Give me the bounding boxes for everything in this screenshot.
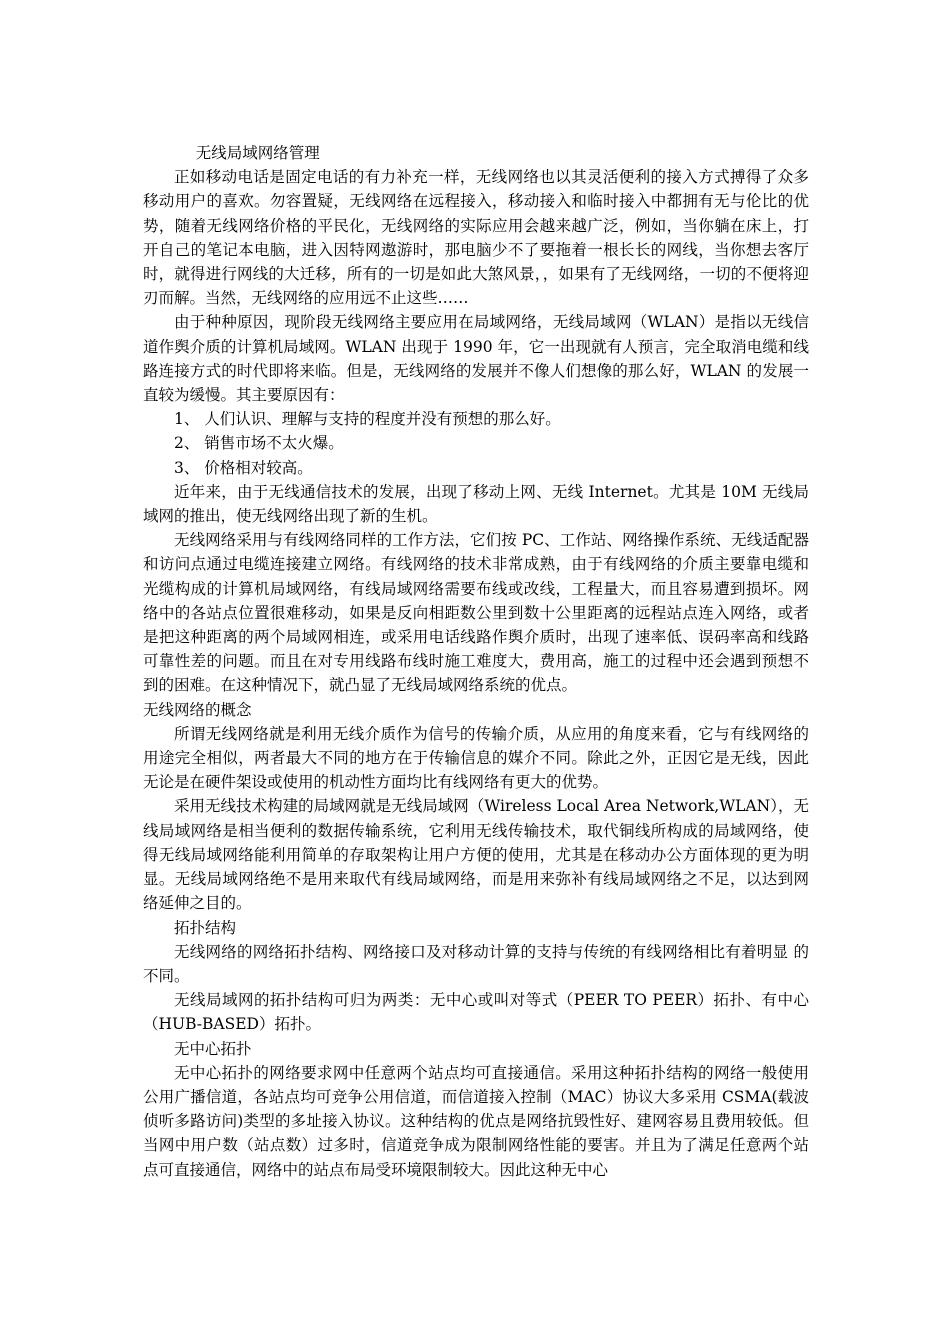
list-item-reason-3: 3、 价格相对较高。 [174,458,313,477]
paragraph-wlan-definition: 采用无线技术构建的局域网就是无线局域网（Wireless Local Area Network,WLAN），无线局域网络是相当便利的数据传输系统，它利用无线传输技术，取代铜线所构成的局域网络，使得无线局域网络能利用简单的存取架构让用户方便的使用，尤其是在移动办公方面体现的更为明显。无线局域网络绝不是用来取代有线局域网络，而是用来弥补有线局域网络之不足，以达到网络延伸之目的。 [143,797,809,913]
paragraph-concept: 所谓无线网络就是利用无线介质作为信号的传输介质，从应用的角度来看，它与有线网络的用途完全相似，两者最大不同的地方在于传输信息的媒介不同。除此之外，正因它是无线，因此无论是在硬件架设或使用的机动性方面均比有线网络有更大的优势。 [143,724,809,792]
heading-concept: 无线网络的概念 [143,700,252,719]
paragraph-topology-intro: 无线网络的网络拓扑结构、网络接口及对移动计算的支持与传统的有线网络相比有着明显 的不同。 [143,942,809,985]
list-item-reason-2: 2、 销售市场不太火爆。 [174,434,344,453]
paragraph-intro: 正如移动电话是固定电话的有力补充一样，无线网络也以其灵活便利的接入方式搏得了众多移动用户的喜欢。勿容置疑，无线网络在远程接入，移动接入和临时接入中都拥有无与伦比的优势，随着无线网络价格的平民化，无线网络的实际应用会越来越广泛，例如，当你躺在床上，打开自己的笔记本电脑，进入因特网遨游时，那电脑少不了要拖着一根长长的网线，当你想去客厅时，就得进行网线的大迁移，所有的一切是如此大煞风景，，如果有了无线网络，一切的不便将迎刃而解。当然，无线网络的应用远不止这些…… [143,168,809,308]
paragraph-wired-comparison: 无线网络采用与有线网络同样的工作方法，它们按 PC、工作站、网络操作系统、无线适配器和访问点通过电缆连接建立网络。有线网络的技术非常成熟，由于有线网络的介质主要靠电缆和光缆构成的计算机局域网络，有线局域网络需要布线或改线，工程量大，而且容易遭到损坏。网络中的各站点位置很难移动，如果是反向相距数公里到数十公里距离的远程站点连入网络，或者是把这种距离的两个局域网相连，或采用电话线路作舆介质时，出现了速率低、误码率高和线路可靠性差的问题。而且在对专用线路布线时施工难度大，费用高，施工的过程中还会遇到预想不到的困难。在这种情况下，就凸显了无线局域网络系统的优点。 [143,531,809,695]
paragraph-wlan-history: 由于种种原因，现阶段无线网络主要应用在局域网络，无线局域网（WLAN）是指以无线信道作舆介质的计算机局域网。WLAN 出现于 1990 年，它一出现就有人预言，完全取消电缆和线路连接方式的时代即将来临。但是，无线网络的发展并不像人们想像的那么好，WLAN 的发展一直较为缓慢。其主要原因有： [143,313,809,405]
list-item-reason-1: 1、 人们认识、理解与支持的程度并没有预想的那么好。 [174,410,561,429]
document-title: 无线局域网络管理 [195,144,320,162]
document-page [143,141,809,1182]
paragraph-topology-types: 无线局域网的拓扑结构可归为两类：无中心或叫对等式（PEER TO PEER）拓扑、有中心（HUB-BASED）拓扑。 [143,991,809,1034]
heading-no-center-topology: 无中心拓扑 [174,1039,252,1058]
paragraph-recent-years: 近年来，由于无线通信技术的发展，出现了移动上网、无线 Internet。尤其是 10M 无线局域网的推出，使无线网络出现了新的生机。 [143,482,809,526]
heading-topology: 拓扑结构 [174,918,237,937]
paragraph-no-center-topology: 无中心拓扑的网络要求网中任意两个站点均可直接通信。采用这种拓扑结构的网络一般使用公用广播信道，各站点均可竞争公用信道，而信道接入控制（MAC）协议大多采用 CSMA(载波侦听多路访问)类型的多址接入协议。这种结构的优点是网络抗毁性好、建网容易且费用较低。但当网中用户数（站点数）过多时，信道竞争成为限制网络性能的要害。并且为了满足任意两个站点可直接通信，网络中的站点布局受环境限制较大。因此这种无中心 [143,1063,809,1179]
